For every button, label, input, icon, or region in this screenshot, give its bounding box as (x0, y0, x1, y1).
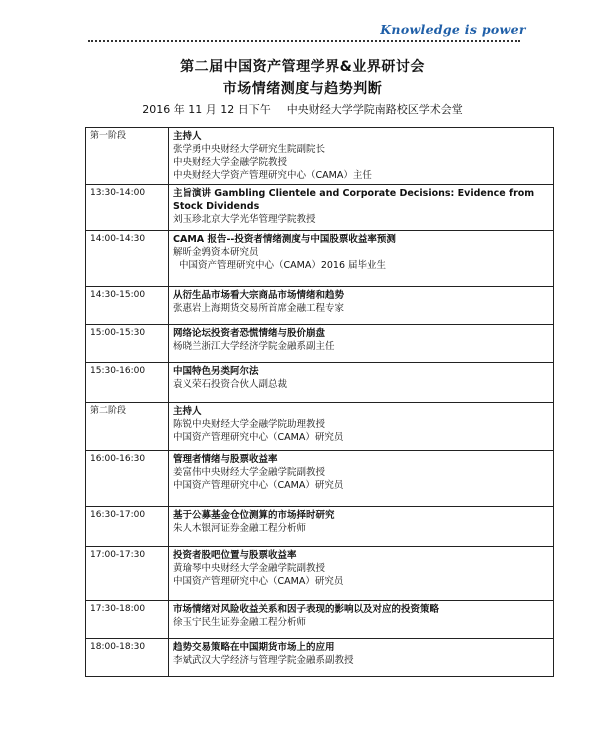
schedule-row (86, 287, 554, 325)
session-time: 18:00-18:30 (86, 639, 169, 677)
speaker-info-line: 黄瑜琴中央财经大学金融学院副教授 (173, 563, 326, 574)
session-topic: 网络论坛投资者恐慌情绪与股价崩盘 (173, 328, 326, 339)
speaker-info-line: 中央财经大学金融学院教授 (173, 157, 288, 168)
session-details (169, 128, 554, 185)
session-topic: 主持人 (173, 406, 202, 417)
session-topic: 主旨演讲 Gambling Clientele and Corporate Decisions: Evidence from Stock Dividends (173, 188, 535, 212)
schedule-table (85, 127, 554, 677)
speaker-info-line: 李斌武汉大学经济与管理学院金融系副教授 (173, 655, 354, 666)
schedule-row (86, 507, 554, 547)
speaker-info-line: 徐玉宁民生证券金融工程分析师 (173, 617, 307, 628)
schedule-row (86, 451, 554, 507)
session-details (169, 231, 554, 287)
speaker-info-line: 张学勇中央财经大学研究生院副院长 (173, 144, 326, 155)
session-time: 16:00-16:30 (86, 451, 169, 507)
schedule-row (86, 231, 554, 287)
session-time: 15:00-15:30 (86, 325, 169, 363)
speaker-info-line: 中央财经大学资产管理研究中心（CAMA）主任 (173, 170, 372, 181)
session-topic: 管理者情绪与股票收益率 (173, 454, 278, 465)
session-details (169, 403, 554, 451)
speaker-info-line: 姜富伟中央财经大学金融学院副教授 (173, 467, 326, 478)
schedule-row (86, 325, 554, 363)
speaker-info-line: 中国资产管理研究中心（CAMA）研究员 (173, 432, 344, 443)
session-time: 14:30-15:00 (86, 287, 169, 325)
schedule-row (86, 639, 554, 677)
session-time: 14:00-14:30 (86, 231, 169, 287)
session-topic: 投资者股吧位置与股票收益率 (173, 550, 297, 561)
session-details (169, 185, 554, 231)
session-topic: 中国特色另类阿尔法 (173, 366, 259, 377)
session-details (169, 287, 554, 325)
speaker-info-line: 袁义荣石投资合伙人副总裁 (173, 379, 288, 390)
event-venue: 中央财经大学学院南路校区学术会堂 (286, 103, 463, 116)
session-topic: 从衍生品市场看大宗商品市场情绪和趋势 (173, 290, 345, 301)
session-topic: 主持人 (173, 131, 202, 142)
session-details (169, 363, 554, 403)
session-time: 第二阶段 (86, 403, 169, 451)
page-subtitle: 市场情绪测度与趋势判断 (222, 81, 383, 97)
schedule-row (86, 601, 554, 639)
speaker-info-line: 陈锐中央财经大学金融学院助理教授 (173, 419, 326, 430)
session-time: 16:30-17:00 (86, 507, 169, 547)
schedule-row (86, 185, 554, 231)
speaker-info-line: 朱人木银河证券金融工程分析师 (173, 523, 307, 534)
session-time: 17:00-17:30 (86, 547, 169, 601)
session-details (169, 325, 554, 363)
session-time: 15:30-16:00 (86, 363, 169, 403)
schedule-row (86, 363, 554, 403)
date-venue-line (0, 101, 605, 117)
speaker-info-line: 杨晓兰浙江大学经济学院金融系副主任 (173, 341, 335, 352)
session-details (169, 451, 554, 507)
speaker-info-line: 张惠岩上海期货交易所首席金融工程专家 (173, 303, 345, 314)
session-time: 第一阶段 (86, 128, 169, 185)
schedule-row (86, 128, 554, 185)
speaker-info-line: 解昕金鹑资本研究员 (173, 247, 259, 258)
session-topic: 趋势交易策略在中国期货市场上的应用 (173, 642, 335, 653)
schedule-row (86, 547, 554, 601)
session-time: 17:30-18:00 (86, 601, 169, 639)
session-details (169, 507, 554, 547)
session-topic: 市场情绪对风险收益关系和因子表现的影响以及对应的投资策略 (173, 604, 440, 615)
session-time: 13:30-14:00 (86, 185, 169, 231)
session-topic: CAMA 报告--投资者情绪测度与中国股票收益率预测 (173, 234, 396, 245)
speaker-info-line: 中国资产管理研究中心（CAMA）2016 届毕业生 (179, 260, 387, 271)
speaker-info-line: 中国资产管理研究中心（CAMA）研究员 (173, 480, 344, 491)
page-title: 第二届中国资产管理学界&业界研讨会 (180, 59, 425, 75)
session-details (169, 639, 554, 677)
dotted-divider (88, 40, 520, 42)
event-date: 2016 年 11 月 12 日下午 (142, 103, 271, 116)
session-details (169, 547, 554, 601)
session-topic: 基于公募基金仓位测算的市场择时研究 (173, 510, 335, 521)
speaker-info-line: 中国资产管理研究中心（CAMA）研究员 (173, 576, 344, 587)
session-details (169, 601, 554, 639)
speaker-info-line: 刘玉珍北京大学光华管理学院教授 (173, 214, 316, 225)
motto-text: Knowledge is power (380, 22, 526, 37)
schedule-row (86, 403, 554, 451)
